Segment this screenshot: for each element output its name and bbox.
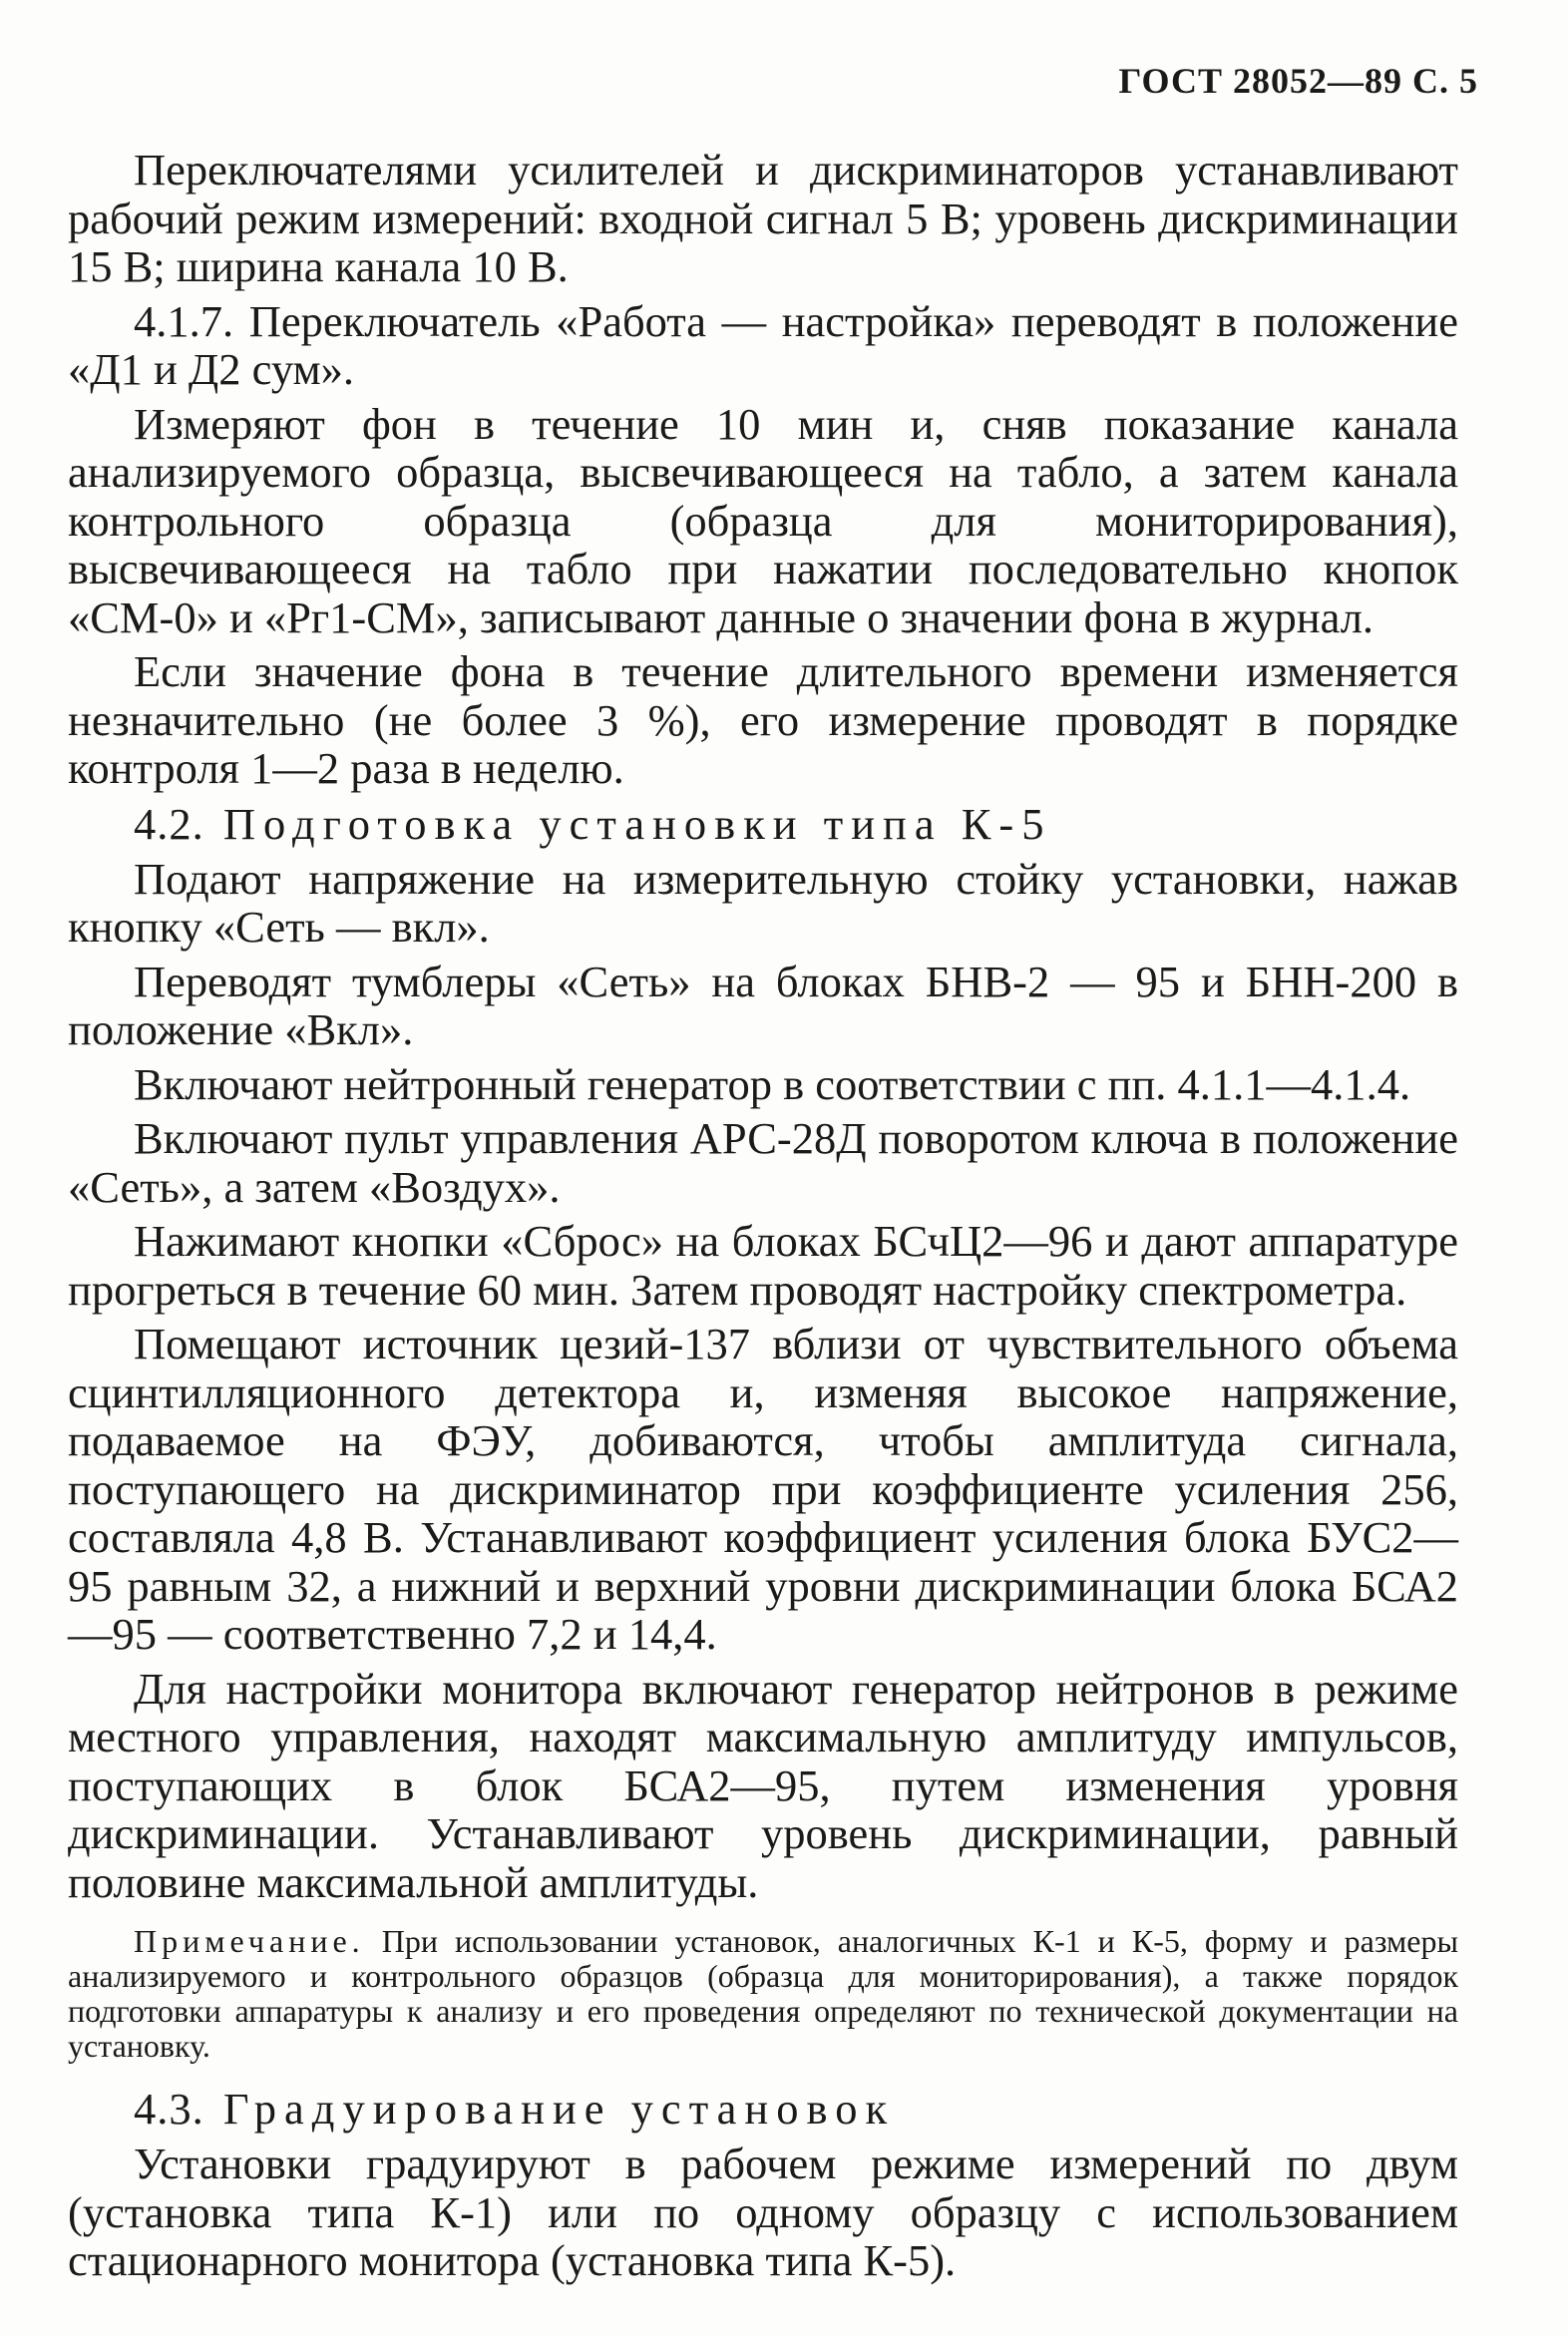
paragraph: Переключателями усилителей и дискриминаторов устанавливают рабочий режим измерений: входной сигнал 5 В; уровень дискриминации 15 В; ширина канала 10 В.: [68, 145, 1458, 291]
paragraph: Нажимают кнопки «Сброс» на блоках БСчЦ2—96 и дают аппаратуре прогреться в течение 60 мин. Затем проводят настройку спектрометра.: [68, 1216, 1458, 1315]
paragraph: Измеряют фон в течение 10 мин и, сняв показание канала анализируемого образца, высвечивающееся на табло, а затем канала контрольного образца (образца для мониторирования), высвечивающееся на табло при нажатии последовательно кнопок «СМ-0» и «Рг1-СМ», записывают данные о значении фона в журнал.: [68, 398, 1458, 642]
paragraph: Включают пульт управления АРС-28Д поворотом ключа в положение «Сеть», а затем «Воздух».: [68, 1113, 1458, 1212]
section-heading-4-2: [68, 799, 1458, 849]
section-number: 4.3.: [134, 2084, 204, 2134]
paragraph: 4.1.7. Переключатель «Работа — настройка» переводят в положение «Д1 и Д2 сум».: [68, 295, 1458, 394]
paragraph: Включают нейтронный генератор в соответствии с пп. 4.1.1—4.1.4.: [134, 1058, 1411, 1109]
running-header: ГОСТ 28052—89 С. 5: [1118, 61, 1478, 101]
section-title: Градуирование установок: [222, 2084, 896, 2134]
paragraph: Если значение фона в течение длительного времени изменяется незначительно (не более 3 %), его измерение проводят в порядке контроля 1—2 раза в неделю.: [68, 646, 1458, 793]
document-page: [68, 60, 1478, 2291]
paragraph: Подают напряжение на измерительную стойку установки, нажав кнопку «Сеть — вкл».: [68, 853, 1458, 952]
paragraph: Установки градуируют в рабочем режиме измерений по двум (установка типа К-1) или по одному образцу с использованием стационарного монитора (установка типа К-5).: [68, 2139, 1458, 2285]
section-title: Подготовка установки типа К-5: [222, 798, 1052, 849]
note-text: При использовании установок, аналогичных К-1 и К-5, форму и размеры анализируемого и контрольного образцов (образца для мониторирования), а также порядок подготовки аппаратуры к анализу и его проведения определяют по технической документации на установку.: [68, 1923, 1458, 2064]
paragraph: Переводят тумблеры «Сеть» на блоках БНВ-2 — 95 и БНН-200 в положение «Вкл».: [68, 956, 1458, 1054]
section-number: 4.2.: [134, 798, 204, 849]
paragraph: Для настройки монитора включают генератор нейтронов в режиме местного управления, находят максимальную амплитуду импульсов, поступающих в блок БСА2—95, путем изменения уровня дискриминации. Устанавливают уровень дискриминации, равный половине максимальной амплитуды.: [68, 1663, 1458, 1907]
paragraph: Помещают источник цезий-137 вблизи от чувствительного объема сцинтилляционного детектора и, изменяя высокое напряжение, подаваемое на ФЭУ, добиваются, чтобы амплитуда сигнала, поступающего на дискриминатор при коэффициенте усиления 256, составляла 4,8 В. Устанавливают коэффициент усиления блока БУС2—95 равным 32, а нижний и верхний уровни дискриминации блока БСА2—95 — соответственно 7,2 и 14,4.: [68, 1319, 1458, 1659]
note: [68, 1924, 1458, 2064]
section-heading-4-3: [68, 2084, 1458, 2134]
note-label: Примечание.: [134, 1923, 365, 1959]
